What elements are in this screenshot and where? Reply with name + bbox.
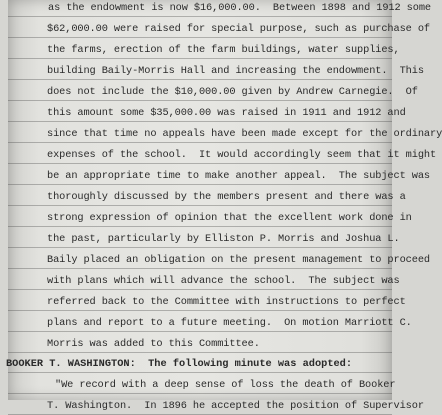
- line-text: plans and report to a future meeting. On motion Marriott C.: [47, 317, 412, 329]
- line-text: expenses of the school. It would accordingly seem that it might: [47, 149, 437, 161]
- line-text: "We record with a deep sense of loss the death of Booker: [55, 379, 396, 391]
- line-text: strong expression of opinion that the excellent work done in: [47, 212, 412, 224]
- text-line-5: [8, 80, 418, 101]
- text-line-14: [8, 269, 400, 290]
- text-line-4: [8, 59, 424, 80]
- text-line-16: [8, 311, 412, 332]
- line-text: be an appropriate time to make another appeal. The subject was: [47, 170, 430, 182]
- line-text: since that time no appeals have been made except for the ordinary: [47, 128, 442, 140]
- text-line-18: [8, 352, 392, 373]
- line-text: with plans which will advance the school. The subject was: [47, 275, 400, 287]
- text-line-1: [8, 0, 431, 17]
- text-line-9: [8, 164, 430, 185]
- line-text: the farms, erection of the farm buildings, water supplies,: [47, 44, 400, 56]
- line-text: does not include the $10,000.00 given by Andrew Carnegie. Of: [47, 86, 418, 98]
- text-line-8: [8, 143, 437, 164]
- line-text: as the endowment is now $16,000.00. Between 1898 and 1912 some: [48, 2, 431, 14]
- line-text: Baily placed an obligation on the present management to proceed: [47, 254, 430, 266]
- text-line-2: [8, 17, 430, 38]
- text-line-10: [8, 185, 406, 206]
- text-line-13: [8, 248, 430, 269]
- text-line-6: [8, 101, 406, 122]
- line-text: Morris was added to this Committee.: [47, 338, 260, 350]
- line-text: T. Washington. In 1896 he accepted the position of Supervisor: [47, 400, 424, 412]
- text-line-7: [8, 122, 442, 143]
- text-line-19: [8, 373, 396, 394]
- text-line-11: [8, 206, 412, 227]
- text-line-12: [8, 227, 400, 248]
- text-line-17: [8, 332, 392, 353]
- line-text: referred back to the Committee with instructions to perfect: [47, 296, 406, 308]
- line-text: building Baily-Morris Hall and increasing the endowment. This: [47, 65, 424, 77]
- text-line-15: [8, 290, 406, 311]
- section-heading: BOOKER T. WASHINGTON: The following minute was adopted:: [6, 358, 353, 370]
- text-line-20: [8, 394, 424, 415]
- document-page: [6, 0, 442, 412]
- line-text: this amount some $35,000.00 was raised in 1911 and 1912 and: [47, 107, 406, 119]
- line-text: thoroughly discussed by the members present and there was a: [47, 191, 406, 203]
- text-line-3: [8, 38, 400, 59]
- line-text: the past, particularly by Elliston P. Morris and Joshua L.: [47, 233, 400, 245]
- line-text: $62,000.00 were raised for special purpose, such as purchase of: [47, 23, 430, 35]
